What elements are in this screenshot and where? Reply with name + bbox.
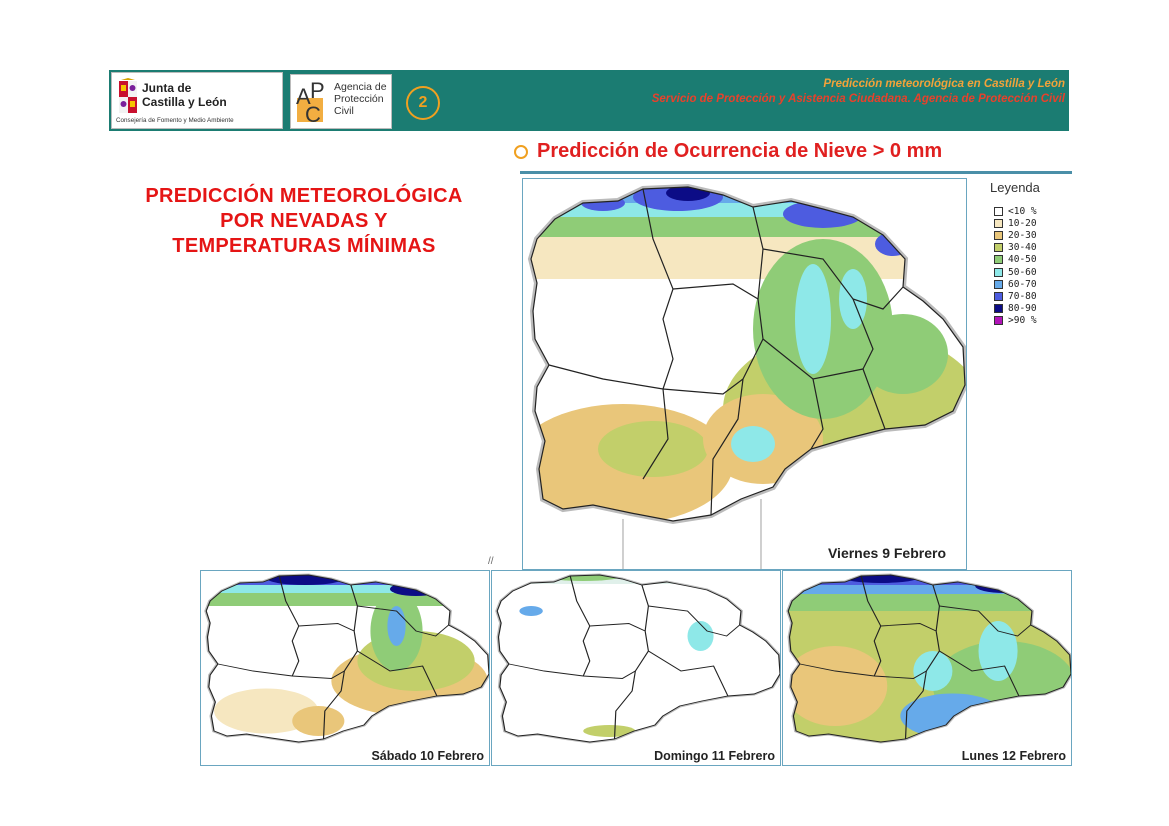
map-date-label: Lunes 12 Febrero	[961, 749, 1066, 763]
snow-map-saturday	[200, 570, 490, 766]
jcyl-name-line2: Castilla y León	[142, 95, 227, 109]
page-title-line3: TEMPERATURAS MÍNIMAS	[172, 235, 436, 257]
legend-swatch	[994, 207, 1003, 216]
section-divider	[520, 171, 1072, 174]
legend-swatch	[994, 231, 1003, 240]
snow-probability-map	[523, 179, 967, 570]
legend-item	[986, 205, 1066, 217]
section-bullet-icon	[514, 145, 528, 159]
section-title: Predicción de Ocurrencia de Nieve > 0 mm	[537, 140, 943, 162]
svg-text:P: P	[310, 78, 325, 103]
page-number-badge: 2	[406, 86, 440, 120]
legend-item	[986, 303, 1066, 315]
legend-item	[986, 315, 1066, 327]
apc-text	[334, 81, 390, 117]
legend-label: 10-20	[1008, 217, 1037, 229]
legend-item	[986, 217, 1066, 229]
snow-map-friday	[522, 178, 967, 570]
agencia-proteccion-civil-logo	[290, 74, 392, 129]
snow-probability-map	[783, 571, 1072, 766]
jcyl-department: Consejería de Fomento y Medio Ambiente	[116, 117, 234, 124]
legend-label: >90 %	[1008, 315, 1037, 327]
legend-label: 70-80	[1008, 290, 1037, 302]
legend-item	[986, 229, 1066, 241]
legend-swatch	[994, 280, 1003, 289]
legend-label: 60-70	[1008, 278, 1037, 290]
legend-swatch	[994, 255, 1003, 264]
resize-handle-icon: //	[488, 556, 494, 567]
legend-item	[986, 278, 1066, 290]
snow-probability-map	[492, 571, 781, 766]
legend-title: Leyenda	[990, 180, 1040, 195]
jcyl-name-line1: Junta de	[142, 81, 192, 95]
legend-swatch	[994, 243, 1003, 252]
legend-swatch	[994, 268, 1003, 277]
apc-text-line3: Civil	[334, 105, 354, 117]
legend-item	[986, 254, 1066, 266]
snow-map-sunday	[491, 570, 781, 766]
header-subtitle: Predicción meteorológica en Castilla y León	[823, 78, 1065, 90]
legend-label: 50-60	[1008, 266, 1037, 278]
legend-item	[986, 242, 1066, 254]
legend-swatch	[994, 219, 1003, 228]
map-date-label: Sábado 10 Febrero	[371, 749, 484, 763]
snow-probability-map	[201, 571, 490, 766]
legend-label: 30-40	[1008, 242, 1037, 254]
apc-text-line2: Protección	[334, 93, 384, 105]
legend-item	[986, 290, 1066, 302]
map-date-label: Viernes 9 Febrero	[827, 545, 946, 561]
legend-label: 40-50	[1008, 254, 1037, 266]
svg-text:C: C	[305, 102, 321, 126]
svg-text:A: A	[296, 84, 311, 109]
map-date-label: Domingo 11 Febrero	[654, 749, 775, 763]
legend-label: 80-90	[1008, 303, 1037, 315]
legend	[986, 180, 1066, 327]
junta-castilla-leon-logo	[111, 72, 283, 129]
page-title-line1: PREDICCIÓN METEOROLÓGICA	[145, 185, 463, 207]
apc-monogram-icon	[293, 78, 333, 126]
legend-swatch	[994, 292, 1003, 301]
legend-swatch	[994, 304, 1003, 313]
legend-label: <10 %	[1008, 205, 1037, 217]
legend-label: 20-30	[1008, 229, 1037, 241]
legend-swatch	[994, 316, 1003, 325]
apc-text-line1: Agencia de	[334, 81, 387, 93]
coat-of-arms-icon	[118, 78, 138, 116]
header-service-name: Servicio de Protección y Asistencia Ciudadana. Agencia de Protección Civil	[651, 93, 1065, 105]
page-title	[108, 184, 500, 259]
page-title-line2: POR NEVADAS Y	[220, 210, 388, 232]
legend-item	[986, 266, 1066, 278]
snow-map-monday	[782, 570, 1072, 766]
